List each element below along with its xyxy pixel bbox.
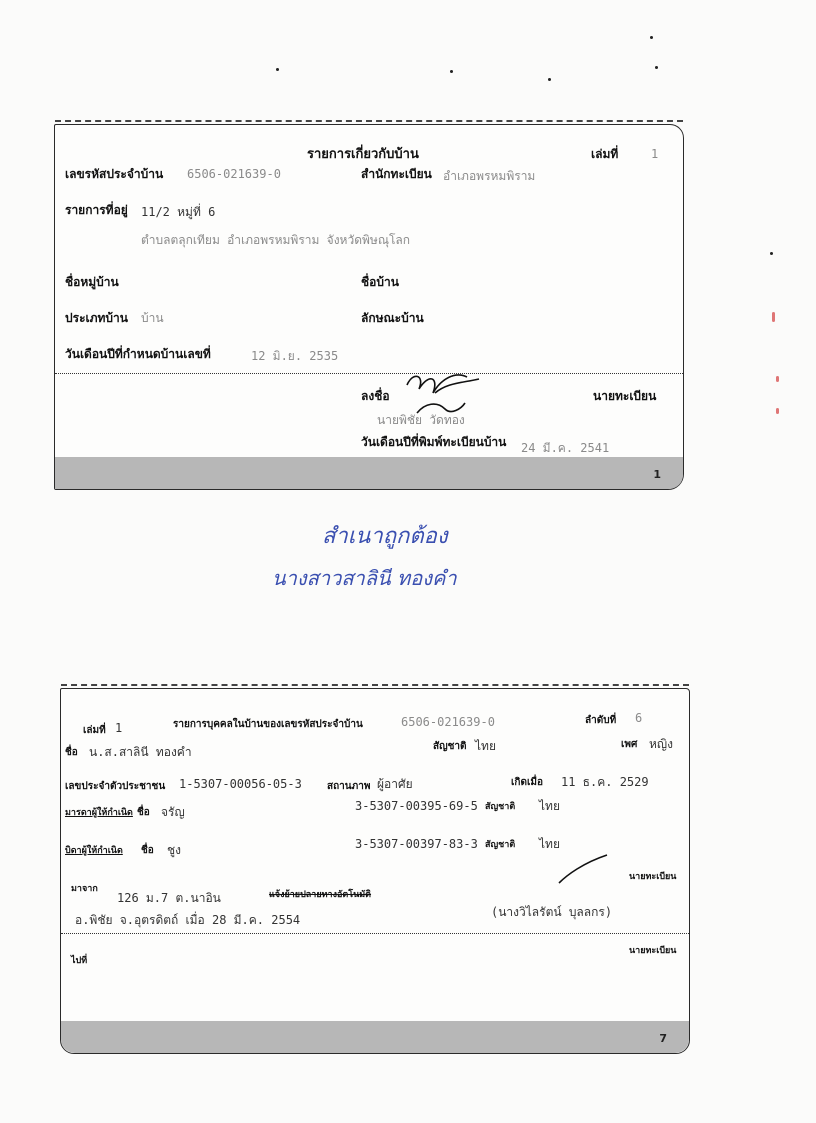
person-details-card [60, 688, 690, 1054]
moved-from-line-2: อ.พิชัย จ.อุตรดิตถ์ เมื่อ 28 มี.ค. 2554 [75, 913, 301, 927]
registrar-label: นายทะเบียน [593, 389, 657, 403]
divider [61, 933, 689, 934]
card-footer-band [55, 457, 683, 489]
address-line-2: ตำบลตลุกเทียม อำเภอพรหมพิราม จังหวัดพิษณุโลก [141, 233, 411, 247]
card-footer-band [61, 1021, 689, 1053]
father-nationality-label: สัญชาติ [485, 840, 516, 850]
perforation-line [55, 120, 683, 122]
sex-label: เพศ [621, 739, 638, 750]
house-code-value: 6506-021639-0 [401, 715, 495, 729]
registrar-name: นายพิชัย วัดทอง [377, 413, 465, 427]
house-code-value: 6506-021639-0 [187, 167, 281, 181]
scan-speck [770, 252, 773, 255]
handwritten-name: นางสาวสาลินี ทองคำ [272, 566, 457, 590]
scan-speck [450, 70, 453, 73]
mother-name-value: จรัญ [161, 805, 185, 819]
scan-speck [276, 68, 279, 71]
print-date-label: วันเดือนปีที่พิมพ์ทะเบียนบ้าน [361, 435, 507, 449]
id-label: เลขประจำตัวประชาชน [65, 781, 166, 792]
house-details-card [54, 124, 684, 490]
sex-value: หญิง [649, 737, 673, 751]
moved-from-line-1: 126 ม.7 ต.นาอิน [117, 891, 221, 905]
father-nationality-value: ไทย [539, 837, 560, 851]
book-value: 1 [115, 721, 123, 735]
scan-red-mark [776, 408, 779, 414]
name-label: ชื่อ [65, 747, 78, 758]
father-label: บิดาผู้ให้กำเนิด [65, 846, 123, 856]
village-name-label: ชื่อหมู่บ้าน [65, 275, 119, 289]
scan-red-mark [772, 312, 775, 322]
registrar-name: (นางวิไลรัตน์ บุลลกร) [491, 905, 613, 919]
id-value: 1-5307-00056-05-3 [179, 777, 302, 791]
book-value: 1 [651, 147, 659, 161]
name-value: น.ส.สาลินี ทองคำ [89, 745, 192, 759]
status-value: ผู้อาศัย [377, 777, 413, 791]
registrar-label-2: นายทะเบียน [629, 946, 677, 956]
mother-nationality-label: สัญชาติ [485, 802, 516, 812]
registrar-signature [553, 853, 613, 887]
mother-id-value: 3-5307-00395-69-5 [355, 799, 478, 813]
mother-name-label: ชื่อ [137, 807, 150, 818]
number-assigned-date-label: วันเดือนปีที่กำหนดบ้านเลขที่ [65, 347, 211, 361]
nationality-value: ไทย [475, 739, 496, 753]
birth-value: 11 ธ.ค. 2529 [561, 775, 649, 789]
house-name-label: ชื่อบ้าน [361, 275, 399, 289]
address-line-1: 11/2 หมู่ที่ 6 [141, 205, 216, 219]
card-title: รายการเกี่ยวกับบ้าน [307, 147, 419, 162]
nationality-label: สัญชาติ [433, 741, 467, 752]
book-label: เล่มที่ [591, 147, 619, 161]
moved-from-label: มาจาก [71, 884, 98, 894]
scan-speck [548, 78, 551, 81]
print-date-value: 24 มี.ค. 2541 [521, 441, 610, 455]
book-label: เล่มที่ [83, 725, 106, 736]
registrar-label-1: นายทะเบียน [629, 872, 677, 882]
scan-speck [650, 36, 653, 39]
auto-transfer-stamp: แจ้งย้ายปลายทางอัตโนมัติ [269, 890, 372, 900]
perforation-line [61, 684, 689, 686]
signed-label: ลงชื่อ [361, 389, 390, 403]
divider [55, 373, 683, 374]
registry-office-value: อำเภอพรหมพิราม [443, 169, 536, 183]
father-name-label: ชื่อ [141, 845, 154, 856]
order-value: 6 [635, 711, 643, 725]
mother-label: มารดาผู้ให้กำเนิด [65, 808, 133, 818]
page-number: 1 [653, 468, 661, 481]
scan-speck [655, 66, 658, 69]
moved-to-label: ไปที่ [71, 956, 88, 966]
birth-label: เกิดเมื่อ [511, 777, 543, 788]
order-label: ลำดับที่ [585, 715, 617, 726]
card-heading: รายการบุคคลในบ้านของเลขรหัสประจำบ้าน [173, 719, 363, 730]
house-type-label: ประเภทบ้าน [65, 311, 128, 325]
house-character-label: ลักษณะบ้าน [361, 311, 424, 325]
number-assigned-date-value: 12 มิ.ย. 2535 [251, 349, 339, 363]
mother-nationality-value: ไทย [539, 799, 560, 813]
registry-office-label: สำนักทะเบียน [361, 167, 432, 181]
status-label: สถานภาพ [327, 781, 371, 792]
handwritten-certified-copy: สำเนาถูกต้อง [322, 524, 448, 549]
house-type-value: บ้าน [141, 311, 164, 325]
house-code-label: เลขรหัสประจำบ้าน [65, 167, 164, 181]
father-id-value: 3-5307-00397-83-3 [355, 837, 478, 851]
page-number: 7 [659, 1032, 667, 1045]
scan-red-mark [776, 376, 779, 382]
father-name-value: ชูง [167, 843, 182, 857]
address-label: รายการที่อยู่ [65, 203, 128, 217]
